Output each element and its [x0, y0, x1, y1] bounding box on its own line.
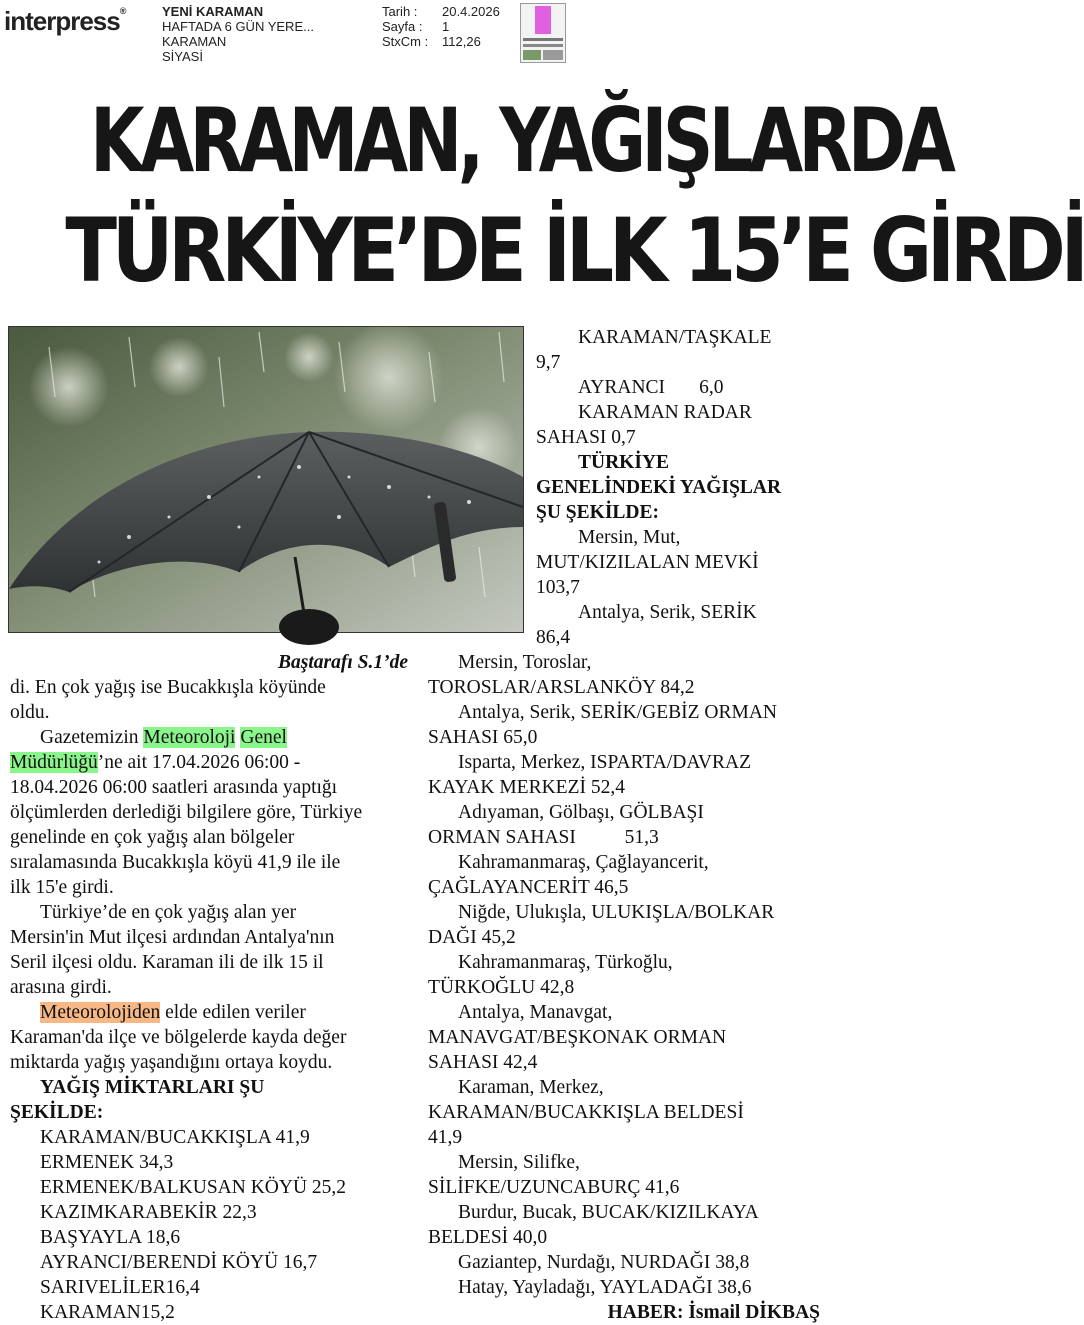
headline-line-1: KARAMAN, YAĞIŞLARDA — [90, 89, 952, 192]
right-bottom-column — [428, 650, 828, 1325]
text-line: di. En çok yağış ise Bucakkışla köyünde — [10, 677, 326, 698]
page-value: 1 — [442, 19, 450, 34]
text-line: Kahramanmaraş, Türkoğlu, — [458, 952, 673, 973]
text-line: Hatay, Yayladağı, YAYLADAĞI 38,6 — [458, 1277, 752, 1298]
text-line: Niğde, Ulukışla, ULUKIŞLA/BOLKAR — [458, 902, 775, 923]
text-line: KARAMAN RADAR — [578, 402, 752, 423]
text-line: 86,4 — [536, 627, 571, 648]
text-line: sıralamasında Bucakkışla köyü 41,9 ile ile — [10, 852, 341, 873]
meta-values — [442, 4, 500, 49]
text-line: genelinde en çok yağış alan bölgeler — [10, 827, 295, 848]
text-line: Mersin, Mut, — [578, 527, 681, 548]
text-line: KARAMAN/BUCAKKIŞLA BELDESİ — [428, 1102, 744, 1123]
text-line: 41,9 — [428, 1127, 463, 1148]
thumb-line — [523, 44, 563, 47]
publication-info — [162, 4, 314, 64]
date-value: 20.4.2026 — [442, 4, 500, 19]
stxcm-value: 112,26 — [442, 34, 481, 49]
publication-frequency: HAFTADA 6 GÜN YERE... — [162, 19, 314, 34]
text-line — [10, 725, 418, 750]
thumb-image — [543, 50, 563, 60]
text-fragment: ’ne ait 17.04.2026 06:00 - — [97, 752, 301, 773]
text-line: Karaman'da ilçe ve bölgelerde kayda değer — [10, 1027, 347, 1048]
registered-mark: ® — [119, 6, 126, 16]
text-line: 18.04.2026 06:00 saatleri arasında yaptığı — [10, 777, 338, 798]
text-line: ORMAN SAHASI 51,3 — [428, 827, 659, 848]
author-byline: HABER: İsmail DİKBAŞ — [607, 1302, 820, 1323]
text-line: Antalya, Manavgat, — [458, 1002, 613, 1023]
text-line: 9,7 — [536, 352, 561, 373]
text-line — [10, 750, 418, 775]
text-line: AYRANCI 6,0 — [578, 377, 724, 398]
text-line: oldu. — [10, 702, 50, 723]
page-label: Sayfa : — [382, 19, 423, 34]
headline-line-2: TÜRKİYE’DE İLK 15’E GİRDİ — [65, 199, 1084, 302]
list-item: AYRANCI/BERENDİ KÖYÜ 16,7 — [40, 1252, 318, 1273]
photo-illustration — [9, 327, 523, 632]
highlight-term: Genel — [240, 727, 287, 748]
right-top-column — [536, 325, 826, 650]
stxcm-label: StxCm : — [382, 34, 429, 49]
text-line: Gaziantep, Nurdağı, NURDAĞI 38,8 — [458, 1252, 750, 1273]
subheading: ŞEKİLDE: — [10, 1102, 104, 1123]
logo-text: interpress — [4, 6, 120, 36]
text-line: TÜRKOĞLU 42,8 — [428, 977, 575, 998]
page-thumbnail[interactable] — [520, 3, 566, 63]
text-line: 103,7 — [536, 577, 580, 598]
list-item: SARIVELİLER16,4 — [40, 1277, 200, 1298]
text-line: BELDESİ 40,0 — [428, 1227, 548, 1248]
subheading: TÜRKİYE — [578, 452, 670, 473]
left-column — [10, 650, 418, 1325]
publication-city: KARAMAN — [162, 34, 227, 49]
text-line: SAHASI 65,0 — [428, 727, 538, 748]
thumb-highlight — [535, 6, 551, 34]
text-line: DAĞI 45,2 — [428, 927, 516, 948]
list-item: KARAMAN/BUCAKKIŞLA 41,9 — [40, 1127, 310, 1148]
publication-category: SİYASİ — [162, 49, 203, 64]
text-line: MUT/KIZILALAN MEVKİ — [536, 552, 759, 573]
text-line: Kahramanmaraş, Çağlayancerit, — [458, 852, 709, 873]
highlight-term: Meteoroloji — [143, 727, 236, 748]
text-line: MANAVGAT/BEŞKONAK ORMAN — [428, 1027, 727, 1048]
list-item: KAZIMKARABEKİR 22,3 — [40, 1202, 257, 1223]
meta-labels — [382, 4, 428, 49]
text-line: ÇAĞLAYANCERİT 46,5 — [428, 877, 629, 898]
interpress-logo — [4, 6, 125, 37]
thumb-line — [523, 38, 563, 41]
text-line: Karaman, Merkez, — [458, 1077, 604, 1098]
continued-from: Baştarafı S.1’de — [277, 652, 408, 673]
text-line: Mersin'in Mut ilçesi ardından Antalya'nın — [10, 927, 335, 948]
text-line: Isparta, Merkez, ISPARTA/DAVRAZ — [458, 752, 751, 773]
text-line — [10, 1000, 418, 1025]
text-line: Seril ilçesi oldu. Karaman ili de ilk 15 il — [10, 952, 324, 973]
text-line: ölçümlerden derlediği bilgilere göre, Türkiye — [10, 802, 363, 823]
text-line: Türkiye’de en çok yağış alan yer — [40, 902, 297, 923]
text-line: Mersin, Silifke, — [458, 1152, 580, 1173]
text-line: ilk 15'e girdi. — [10, 877, 114, 898]
text-fragment: elde edilen veriler — [160, 1002, 306, 1023]
text-fragment: Gazetemizin — [40, 727, 144, 748]
subheading: YAĞIŞ MİKTARLARI ŞU — [40, 1077, 265, 1098]
text-line: Antalya, Serik, SERİK/GEBİZ ORMAN — [458, 702, 778, 723]
text-line: TOROSLAR/ARSLANKÖY 84,2 — [428, 677, 695, 698]
list-item: KARAMAN15,2 — [40, 1302, 175, 1323]
text-line: miktarda yağış yaşandığını ortaya koydu. — [10, 1052, 333, 1073]
text-line: KAYAK MERKEZİ 52,4 — [428, 777, 625, 798]
highlight-term: Meteorolojiden — [40, 1002, 161, 1023]
highlight-term: Müdürlüğü — [10, 752, 98, 773]
text-line: Burdur, Bucak, BUCAK/KIZILKAYA — [458, 1202, 759, 1223]
text-line: SAHASI 42,4 — [428, 1052, 538, 1073]
text-line: Mersin, Toroslar, — [458, 652, 592, 673]
publication-name: YENİ KARAMAN — [162, 4, 264, 19]
text-line: SAHASI 0,7 — [536, 427, 636, 448]
thumb-image — [523, 50, 541, 60]
list-item: BAŞYAYLA 18,6 — [40, 1227, 181, 1248]
date-label: Tarih : — [382, 4, 418, 19]
subheading: ŞU ŞEKİLDE: — [536, 502, 659, 523]
list-item: ERMENEK 34,3 — [40, 1152, 174, 1173]
umbrella-rain-photo — [8, 326, 524, 633]
subheading: GENELİNDEKİ YAĞIŞLAR — [536, 477, 782, 498]
list-item: ERMENEK/BALKUSAN KÖYÜ 25,2 — [40, 1177, 347, 1198]
text-line: Adıyaman, Gölbaşı, GÖLBAŞI — [458, 802, 704, 823]
text-line: arasına girdi. — [10, 977, 112, 998]
text-line: Antalya, Serik, SERİK — [578, 602, 757, 623]
text-line: KARAMAN/TAŞKALE — [578, 327, 772, 348]
text-line: SİLİFKE/UZUNCABURÇ 41,6 — [428, 1177, 680, 1198]
clipping-header — [0, 0, 836, 64]
